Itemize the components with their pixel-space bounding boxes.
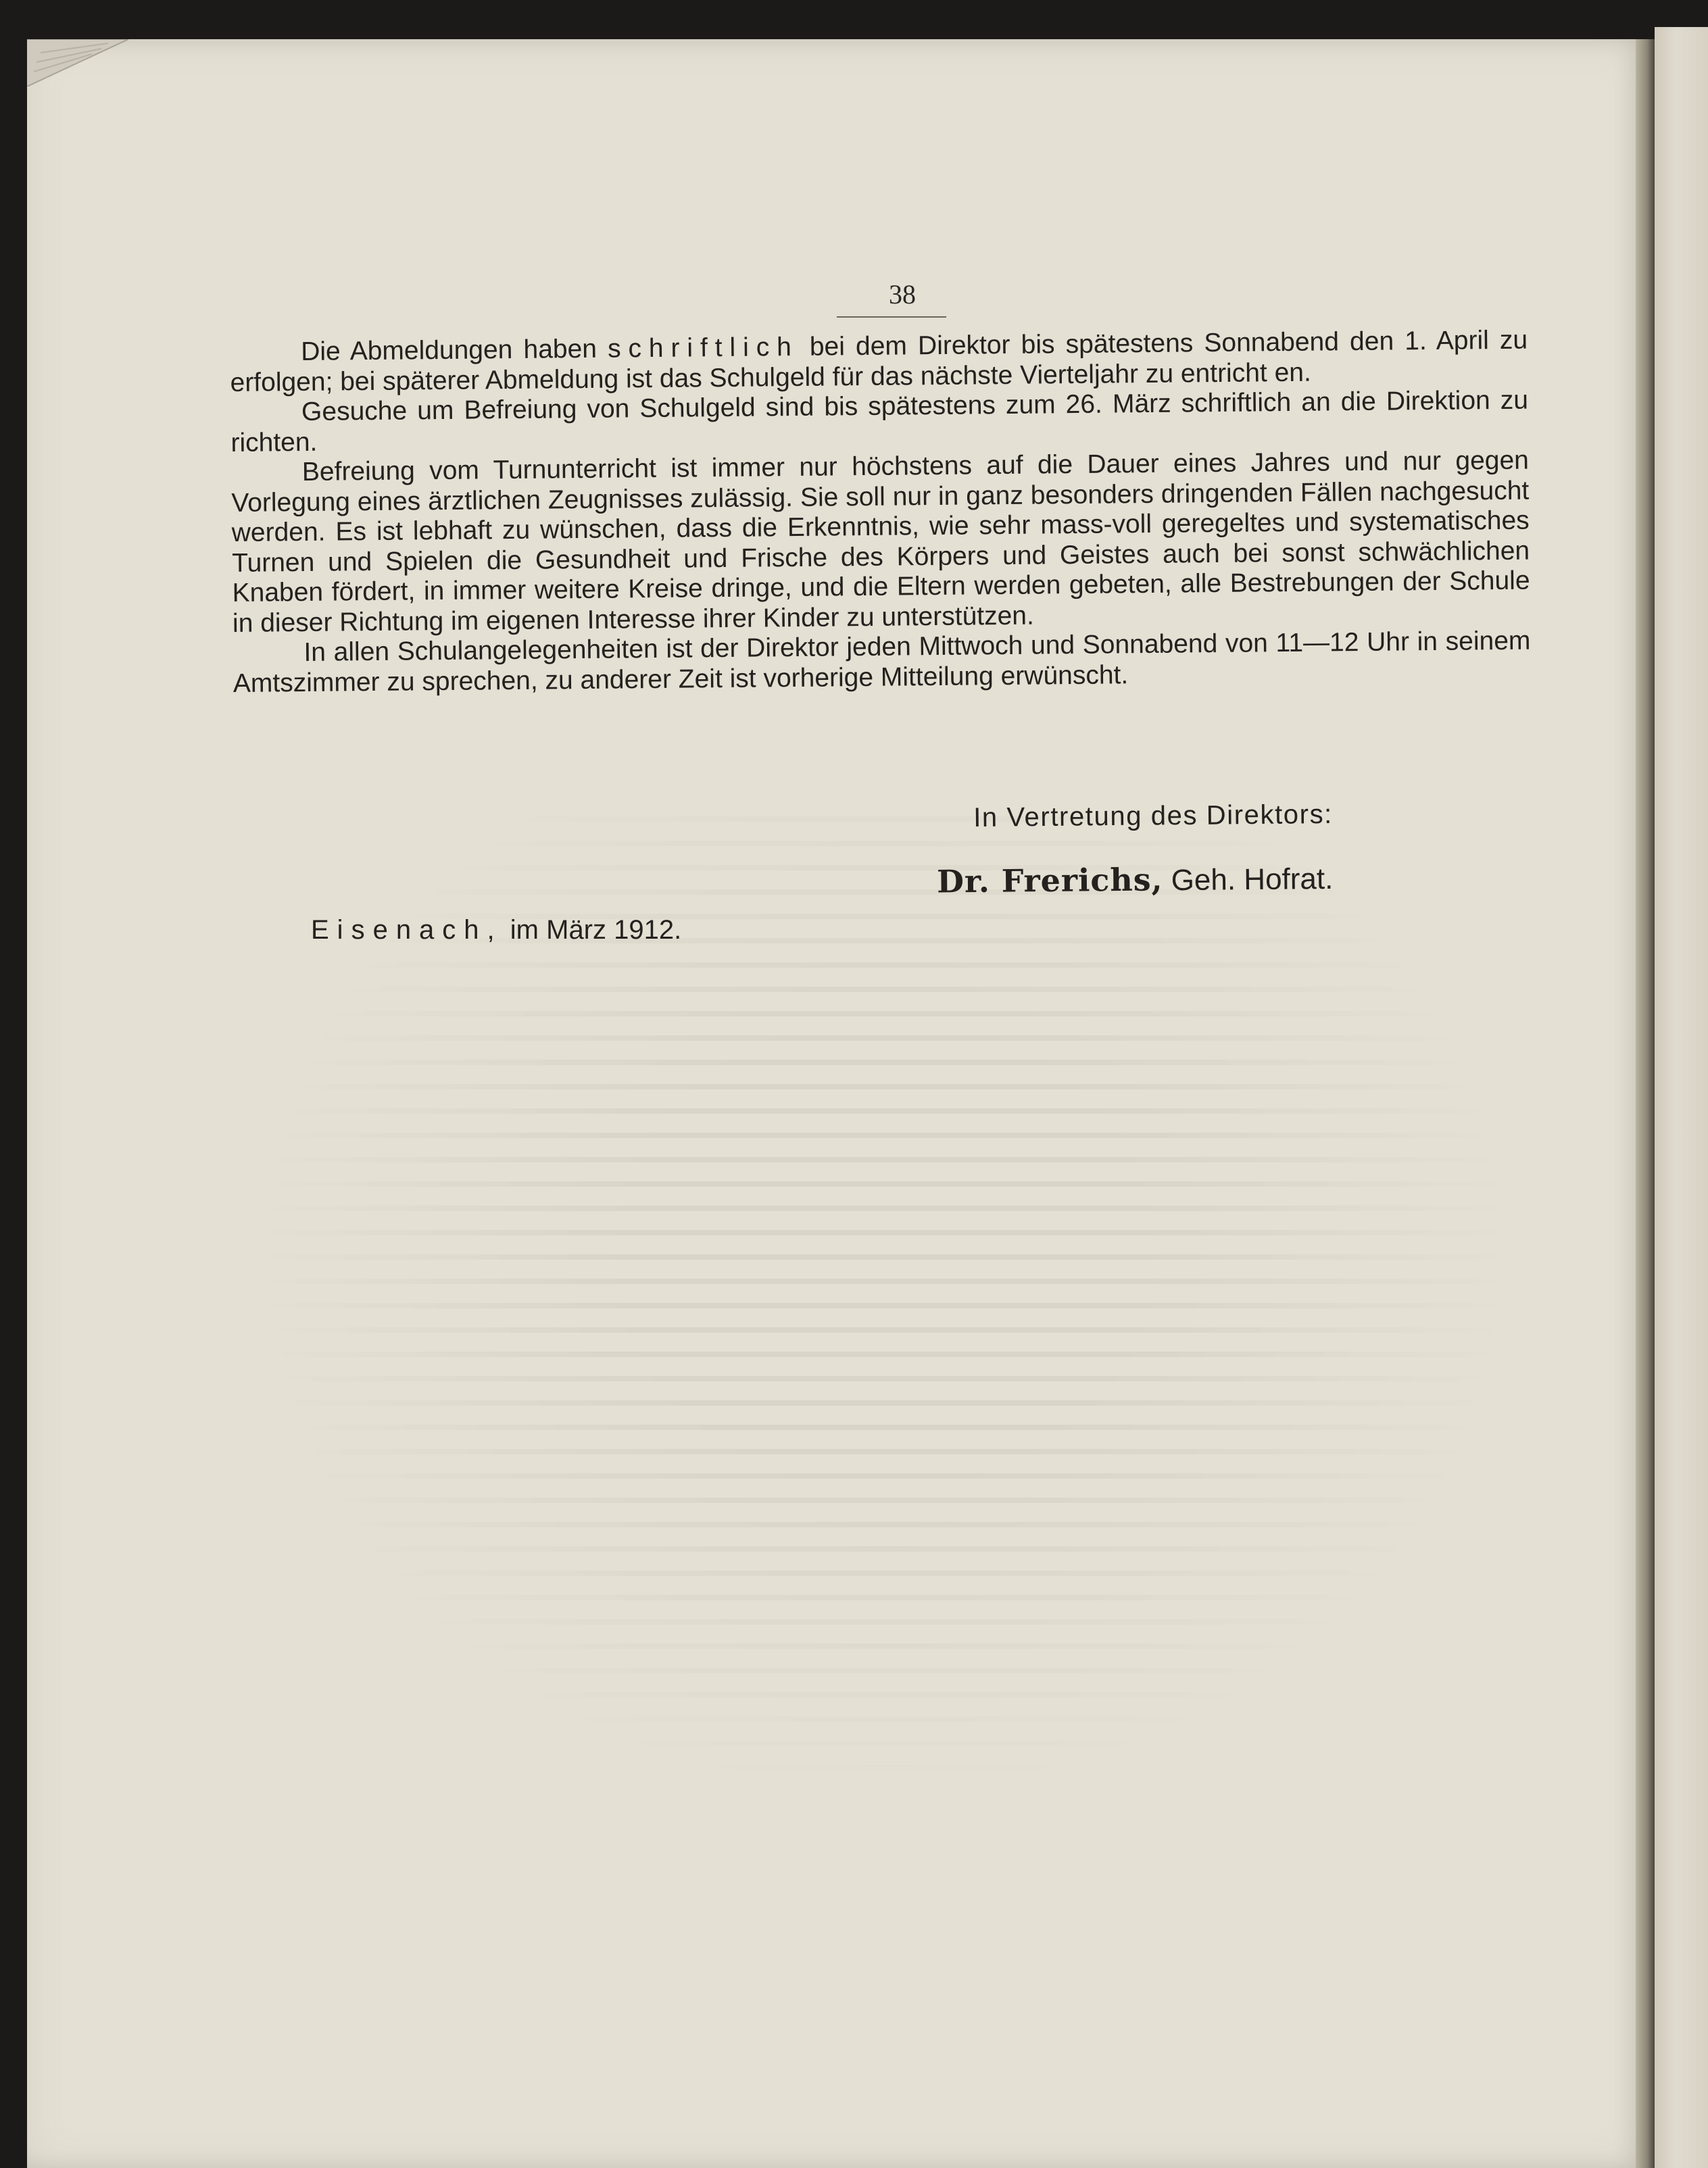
date: im März 1912. (510, 915, 682, 945)
paragraph-gym-exemption: Befreiung vom Turnunterricht ist immer nur höchstens auf die Dauer eines Jahres und nur gegen Vorlegung eines ärztlichen Zeugnisses zulässig. Sie soll nur in ganz besonders dringenden Fällen nachgesucht werden. Es ist lebhaft zu wünschen, dass die Erkenntnis, wie sehr mass-voll geregeltes und systematisches Turnen und Spielen die Gesundheit und Frische des Körpers und Geistes auch bei sonst schwächlichen Knaben fördert, in immer weitere Kreise dringe, und die Eltern werden gebeten, alle Bestrebungen der Schule in dieser Richtung im eigenen Interesse ihrer Kinder zu unterstützen. (231, 445, 1530, 638)
signer-title: Geh. Hofrat. (1171, 862, 1334, 897)
page-number: 38 (889, 279, 916, 310)
show-through-texture (243, 797, 1528, 1811)
place-date-line (311, 915, 681, 945)
book-gutter (1636, 39, 1655, 2168)
signer-name: Dr. Frerichs, (936, 861, 1163, 900)
facing-page-edge (1655, 27, 1708, 2168)
signer-line (937, 858, 1515, 900)
emphasized-word: schriftlich (607, 332, 799, 364)
paragraph-text: bei dem Direktor bis spätestens Sonnabend den 1. April zu erfolgen; bei späterer Abmeldung ist das Schulgeld für das nächste Vierteljahr zu entricht en. (230, 325, 1528, 397)
paragraph-text: Die Abmeldungen haben (300, 334, 608, 366)
paragraph-fee-exemption: Gesuche um Befreiung von Schulgeld sind bis spätestens zum 26. März schriftlich an die Direktion zu richten. (230, 385, 1529, 458)
paragraph-office-hours: In allen Schulangelegenheiten ist der Direktor jeden Mittwoch und Sonnabend von 11—12 Uhr in seinem Amtszimmer zu sprechen, zu anderer Zeit ist vorherige Mitteilung erwünscht. (233, 626, 1531, 698)
signature-block (936, 797, 1515, 900)
place: Eisenach, (311, 915, 503, 945)
on-behalf-line: In Vertretung des Direktors: (973, 799, 1334, 833)
body-text (230, 326, 1531, 699)
folded-corner (27, 39, 128, 87)
page-number-rule (837, 316, 946, 318)
